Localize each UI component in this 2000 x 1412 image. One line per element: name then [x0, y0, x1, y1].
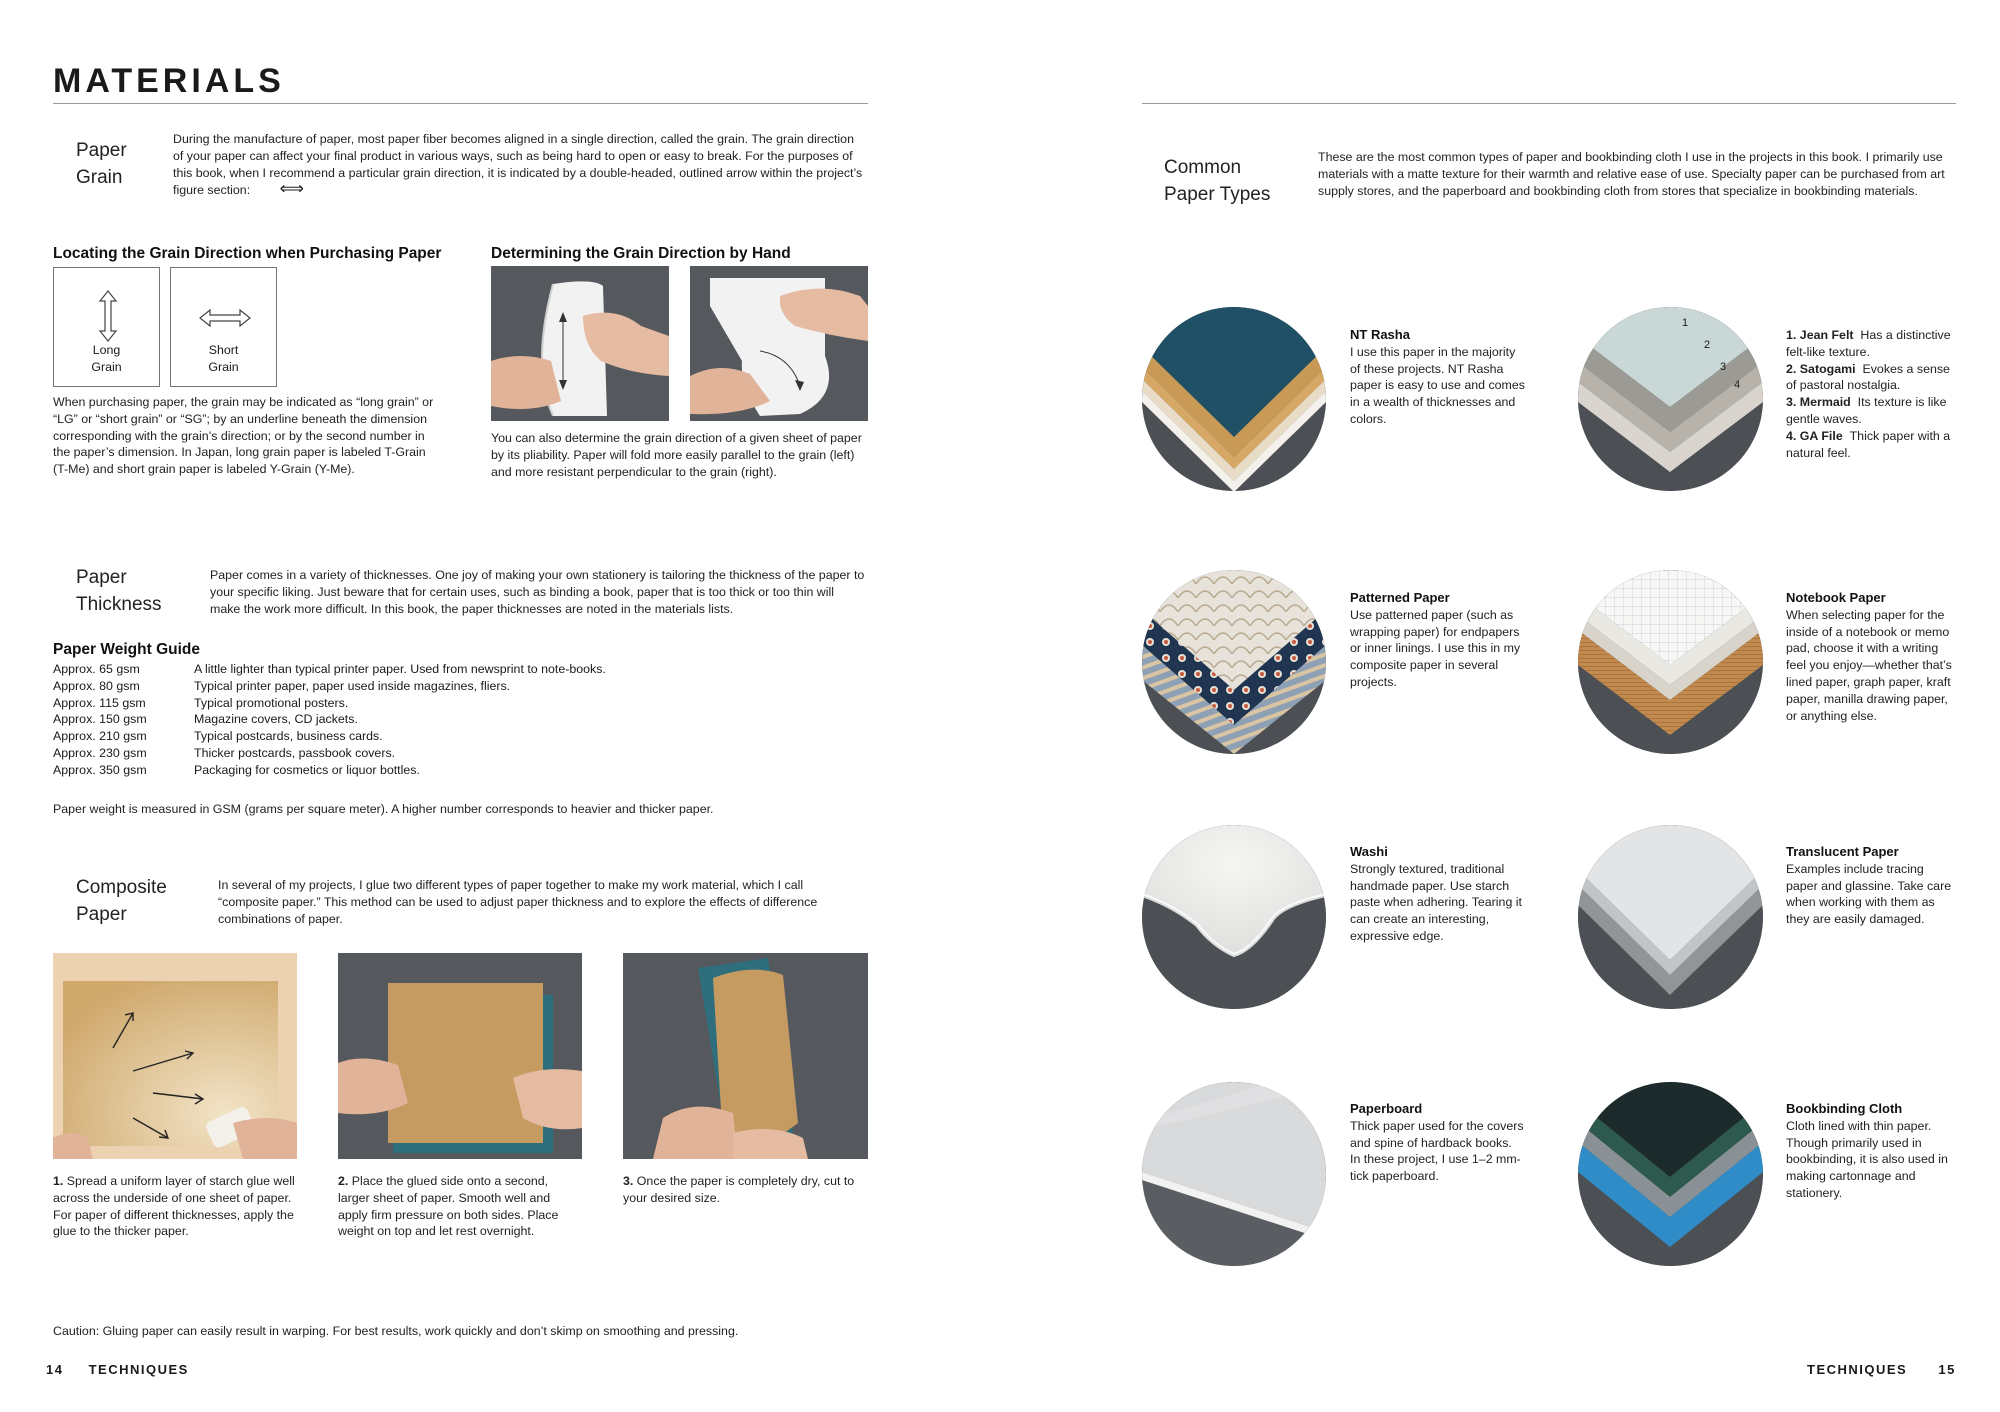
glue-pressing-illustration: [338, 953, 582, 1159]
specialty-swatch: [1578, 307, 1763, 491]
weight-guide-heading: Paper Weight Guide: [53, 641, 200, 658]
composite-step2-text: 2. Place the glued side onto a second, larger sheet of paper. Smooth well and apply firm pressure on both sides. Place weight on top and let rest overnight.: [338, 1174, 559, 1239]
bookbinding-cloth-swatch: [1578, 1082, 1763, 1266]
weight-row: Approx. 350 gsm Packaging for cosmetics or liquor bottles.: [53, 762, 420, 777]
paper-thickness-heading: Paper Thickness: [76, 567, 162, 615]
weight-table: [53, 661, 813, 779]
running-footer: TECHNIQUES: [1807, 1362, 1908, 1377]
specialty-3: 3. Mermaid Its texture is like gentle waves.: [1786, 395, 1947, 426]
glue-spreading-illustration: [53, 953, 297, 1159]
short-grain-label: Short Grain: [208, 343, 239, 374]
bookbinding-cloth-text: Bookbinding Cloth Cloth lined with thin paper. Though primarily used in bookbinding, it is also used in making cartonnage and stationery.: [1786, 1101, 1948, 1200]
weight-row: Approx. 230 gsm Thicker postcards, passbook covers.: [53, 745, 396, 760]
composite-step1-photo: [53, 953, 297, 1159]
composite-step3-photo: [623, 953, 868, 1159]
weight-note: Paper weight is measured in GSM (grams per square meter). A higher number corresponds to heavier and thicker paper.: [53, 802, 714, 816]
washi-swatch: [1142, 825, 1326, 1009]
double-arrow-icon: ⟺: [279, 179, 304, 199]
common-heading: Common Paper Types: [1164, 157, 1271, 205]
weight-row: Approx. 210 gsm Typical postcards, business cards.: [53, 729, 383, 744]
running-footer: TECHNIQUES: [88, 1362, 189, 1377]
locating-heading: Locating the Grain Direction when Purchasing Paper: [53, 245, 442, 262]
grain-fold-photo-right: [690, 266, 868, 421]
washi-text: Washi Strongly textured, traditional handmade paper. Use starch paste when adhering. Tearing it can create an interesting, expressive edge.: [1350, 844, 1522, 943]
long-grain-box: [53, 267, 160, 387]
left-folio: [46, 1362, 189, 1377]
notebook-paper-text: Notebook Paper When selecting paper for the inside of a notebook or memo pad, choose it with a writing feel you enjoy—whether that’s lined paper, graph paper, kraft paper, manilla drawing paper, or anything else.: [1786, 590, 1952, 723]
short-grain-arrow-icon: [199, 308, 251, 328]
right-top-rule: [1142, 103, 1956, 104]
specialty-2: 2. Satogami Evokes a sense of pastoral nostalgia.: [1786, 361, 1950, 393]
swatch-marker-3: 3: [1720, 361, 1727, 373]
patterned-paper-text: Patterned Paper Use patterned paper (such as wrapping paper) for endpapers or inner linings. I use this in my composite paper in several projects.: [1350, 590, 1521, 689]
paperboard-text: Paperboard Thick paper used for the covers and spine of hardback books. In these project, I use 1–2 mm-tick paperboard.: [1350, 1101, 1524, 1184]
swatch-marker-1: 1: [1682, 317, 1689, 329]
determining-body: You can also determine the grain direction of a given sheet of paper by its pliability. Paper will fold more easily parallel to the grain (left) and more resistant perpendicular to the grain (right).: [491, 431, 862, 479]
weight-row: Approx. 115 gsm Typical promotional posters.: [53, 695, 349, 710]
page-title: MATERIALS: [53, 62, 285, 100]
short-grain-box: [170, 267, 277, 387]
dried-paper-illustration: [623, 953, 868, 1159]
composite-body: In several of my projects, I glue two different types of paper together to make my work material, which I call “composite paper.” This method can be used to adjust paper thickness and to explore the effects of difference combinations of paper.: [218, 878, 818, 926]
composite-step3-text: 3. Once the paper is completely dry, cut to your desired size.: [623, 1174, 855, 1205]
determining-heading: Determining the Grain Direction by Hand: [491, 245, 791, 262]
weight-row: Approx. 150 gsm Magazine covers, CD jackets.: [53, 712, 358, 727]
composite-heading: Composite Paper: [76, 877, 167, 925]
long-grain-label: Long Grain: [91, 343, 122, 374]
common-body: These are the most common types of paper and bookbinding cloth I use in the projects in this book. I primarily use materials with a matte texture for their warmth and relative ease of use. Specialty paper can be purchased from art supply stores, and the paperboard and bookbinding cloth from stores that specialize in bookbinding materials.: [1318, 150, 1945, 198]
locating-body: When purchasing paper, the grain may be indicated as “long grain” or “LG” or “short grain” or “SG”; by an underline beneath the dimension corresponding with the grain’s direction; or by the second number in the paper’s dimension. In Japan, long grain paper is labeled T-Grain (T-Me) and short grain paper is labeled Y-Grain (Y-Me).: [53, 395, 434, 477]
notebook-paper-swatch: [1578, 570, 1763, 754]
specialty-1: 1. Jean Felt Has a distinctive felt-like texture.: [1786, 328, 1951, 359]
weight-row: Approx. 65 gsm A little lighter than typical printer paper. Used from newsprint to note-books.: [53, 662, 606, 676]
specialty-text: [1786, 327, 1956, 461]
weight-row: Approx. 80 gsm Typical printer paper, paper used inside magazines, fliers.: [53, 678, 511, 693]
composite-step2-photo: [338, 953, 582, 1159]
swatch-marker-4: 4: [1734, 379, 1741, 391]
grain-fold-photo-left: [491, 266, 669, 421]
specialty-4: 4. GA File Thick paper with a natural feel.: [1786, 428, 1951, 460]
translucent-paper-swatch: [1578, 825, 1763, 1009]
paper-thickness-body: Paper comes in a variety of thicknesses. One joy of making your own stationery is tailoring the thickness of the paper to your specific liking. Just beware that for certain uses, such as binding a book, paper that is too thick or too thin will make the work more difficult. In this book, the paper thicknesses are noted in the materials lists.: [210, 568, 865, 616]
patterned-paper-swatch: [1142, 570, 1326, 754]
right-folio: [1807, 1362, 1956, 1377]
title-rule: [53, 103, 868, 104]
long-grain-arrow-icon: [98, 290, 118, 342]
paperboard-swatch: [1142, 1082, 1326, 1266]
paper-grain-body: During the manufacture of paper, most paper fiber becomes aligned in a single direction, called the grain. The grain direction of your paper can affect your final product in various ways, such as being hard to open or easy to break. For the purposes of this book, when I recommend a particular grain direction, it is indicated by a double-headed, outlined arrow within the project’s figure section: ⟺: [173, 132, 863, 199]
fold-parallel-illustration: [491, 266, 669, 421]
page-number: 14: [46, 1362, 64, 1377]
paper-grain-heading: Paper Grain: [76, 140, 127, 188]
nt-rasha-text: NT Rasha I use this paper in the majority of these projects. NT Rasha paper is easy to use and comes in a wealth of thicknesses and colors.: [1350, 327, 1525, 426]
translucent-paper-text: Translucent Paper Examples include tracing paper and glassine. Take care when working with them as they are easily damaged.: [1786, 844, 1952, 927]
swatch-marker-2: 2: [1704, 339, 1711, 351]
page-number: 15: [1938, 1362, 1956, 1377]
fold-perpendicular-illustration: [690, 266, 868, 421]
composite-step1-text: 1. Spread a uniform layer of starch glue well across the underside of one sheet of paper. For paper of different thicknesses, apply the glue to the thicker paper.: [53, 1174, 295, 1239]
caution-note: Caution: Gluing paper can easily result in warping. For best results, work quickly and don’t skimp on smoothing and pressing.: [53, 1324, 739, 1338]
nt-rasha-swatch: [1142, 307, 1326, 491]
